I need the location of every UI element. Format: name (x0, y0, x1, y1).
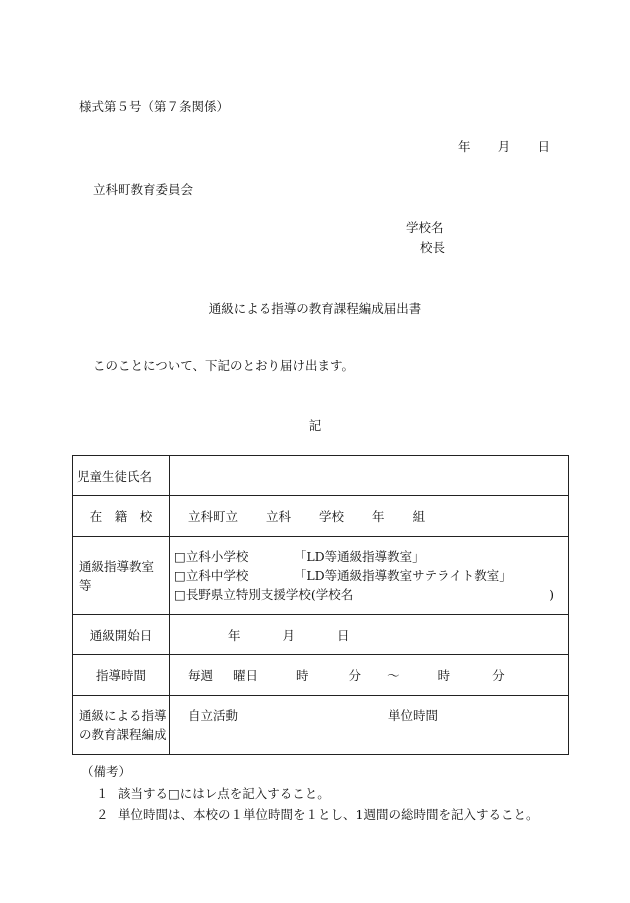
row-start-date (73, 615, 569, 655)
sender-principal: 校長 (420, 240, 446, 255)
checkbox-icon[interactable]: □ (174, 549, 186, 564)
checkbox-icon[interactable]: □ (174, 568, 186, 583)
classroom-school: 長野県立特別支援学校(学校名 (185, 587, 354, 602)
school-town: 立科町立 (188, 509, 239, 524)
sender-school-name: 学校名 (406, 220, 444, 235)
ki-heading: 記 (308, 418, 322, 433)
curriculum-unit: 単位時間 (388, 708, 439, 723)
row-enrolled-school (73, 496, 569, 537)
row-time (73, 655, 569, 696)
time-weekday: 曜日 (233, 668, 259, 683)
date-day: 日 (537, 139, 550, 154)
start-year: 年 (228, 627, 241, 643)
note-item (96, 805, 538, 823)
row-student-name (73, 456, 569, 496)
note-item (96, 784, 330, 802)
school-grade: 年 (372, 509, 385, 524)
start-month: 月 (282, 627, 296, 643)
enrolled-school-label: 在 籍 校 (73, 496, 170, 537)
curriculum-label (73, 696, 170, 755)
time-hour-start: 時 (296, 668, 309, 683)
start-date-label: 通級開始日 (73, 615, 170, 655)
time-minute-start: 分 (348, 668, 362, 683)
classroom-options (170, 537, 569, 615)
classroom-room: 「LD等通級指導教室サテライト教室」 (293, 568, 512, 583)
form-number: 様式第５号（第７条関係） (79, 99, 230, 114)
note-text: 単位時間は、本校の１単位時間を１とし、1週間の総時間を記入すること。 (118, 807, 539, 822)
curriculum-activity: 自立活動 (188, 708, 239, 723)
note-number: １ (96, 786, 109, 801)
row-classroom (73, 537, 569, 615)
classroom-room: 「LD等通級指導教室」 (293, 549, 425, 564)
date-month: 月 (497, 139, 511, 154)
curriculum-field[interactable] (170, 696, 569, 755)
student-name-label: 児童生徒氏名 (73, 456, 170, 496)
classroom-school: 立科小学校 (185, 549, 249, 564)
note-text: 該当する□にはレ点を記入すること。 (118, 786, 330, 801)
checkbox-icon[interactable]: □ (174, 587, 186, 602)
classroom-room: ) (549, 587, 554, 602)
submission-date (458, 137, 550, 155)
document-title: 通級による指導の教育課程編成届出書 (208, 301, 422, 316)
time-label: 指導時間 (73, 655, 170, 696)
row-curriculum (73, 696, 569, 755)
school-suffix: 学校 (319, 509, 345, 524)
date-year: 年 (458, 139, 471, 154)
school-prefix: 立科 (266, 509, 292, 524)
student-name-field[interactable] (170, 456, 569, 496)
start-day: 日 (337, 627, 350, 643)
addressee: 立科町教育委員会 (93, 182, 194, 197)
notes-title: （備考） (81, 764, 132, 779)
classroom-label (73, 537, 170, 615)
classroom-option[interactable] (170, 566, 568, 585)
classroom-label-text: 通級指導教室等 (79, 558, 155, 593)
curriculum-label-text: 通級による指導の教育課程編成 (79, 708, 167, 742)
time-tilde: 〜 (387, 668, 400, 683)
time-hour-end: 時 (437, 668, 451, 683)
form-table (72, 455, 569, 755)
note-number: ２ (96, 807, 109, 822)
school-class: 組 (412, 509, 426, 524)
start-date-field[interactable] (170, 615, 569, 655)
time-minute-end: 分 (492, 668, 505, 683)
time-weekly: 毎週 (188, 668, 214, 683)
body-text: このことについて、下記のとおり届け出ます。 (93, 358, 355, 373)
enrolled-school-field[interactable] (170, 496, 569, 537)
classroom-school: 立科中学校 (185, 568, 249, 583)
time-field[interactable] (170, 655, 569, 696)
classroom-option[interactable] (170, 585, 568, 604)
classroom-option[interactable] (170, 547, 568, 566)
